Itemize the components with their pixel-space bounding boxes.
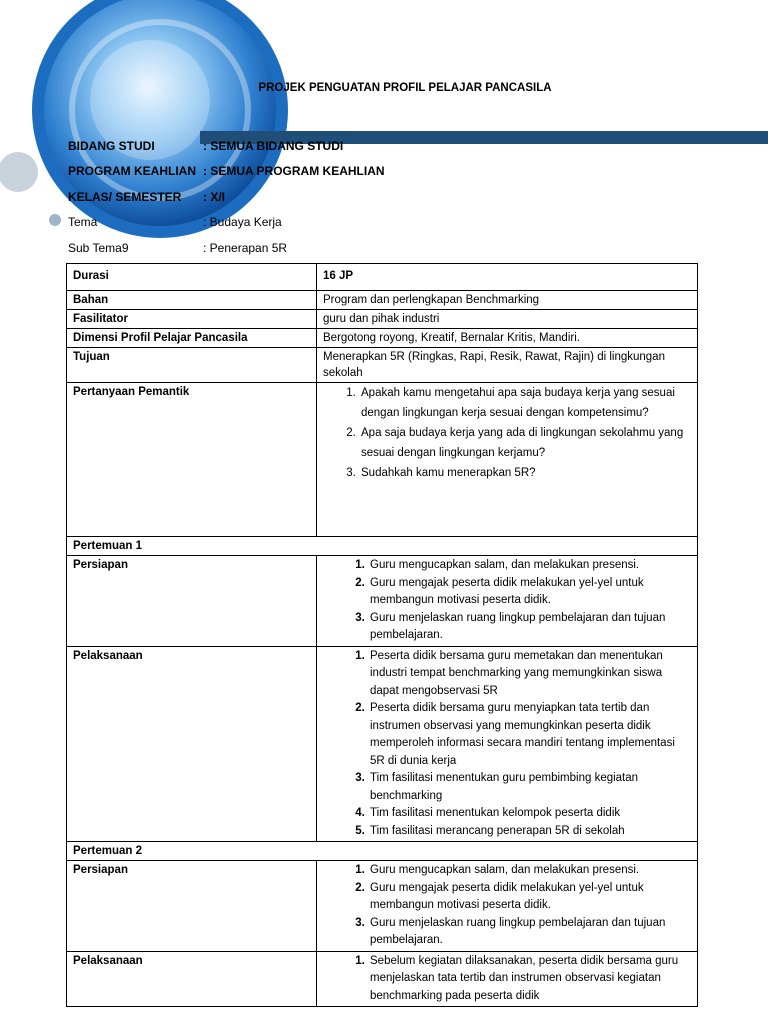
pelaksanaan-list bbox=[323, 953, 691, 1006]
persiapan-list bbox=[323, 862, 691, 950]
row-value: 16 JP bbox=[317, 264, 698, 291]
project-table bbox=[66, 263, 698, 1007]
meta-info bbox=[68, 133, 385, 261]
table-row-fasilitator bbox=[67, 310, 698, 329]
table-row-durasi bbox=[67, 264, 698, 291]
row-label: Pelaksanaan bbox=[67, 646, 317, 842]
row-value: guru dan pihak industri bbox=[317, 310, 698, 329]
list-item: 1. Apakah kamu mengetahui apa saja budaya kerja yang sesuai dengan lingkungan kerja sesuai dengan kompetensimu? bbox=[359, 383, 691, 423]
section-heading: Pertemuan 2 bbox=[67, 842, 698, 861]
table-row-persiapan-2 bbox=[67, 861, 698, 952]
list-item: 3. Tim fasilitasi menentukan guru pembimbing kegiatan benchmarking bbox=[368, 770, 691, 805]
row-value bbox=[317, 951, 698, 1007]
meta-label: Sub Tema9 bbox=[68, 240, 129, 255]
row-value: Bergotong royong, Kreatif, Bernalar Kritis, Mandiri. bbox=[317, 329, 698, 348]
persiapan-list bbox=[323, 557, 691, 645]
meta-label: Tema bbox=[68, 215, 98, 230]
table-row-pelaksanaan-1 bbox=[67, 646, 698, 842]
meta-label: PROGRAM KEAHLIAN bbox=[68, 164, 196, 179]
row-value bbox=[317, 646, 698, 842]
row-value bbox=[317, 383, 698, 537]
meta-value: : X/I bbox=[203, 189, 226, 204]
table-row-pertemuan-1 bbox=[67, 537, 698, 556]
list-item: 1. Sebelum kegiatan dilaksanakan, peserta didik bersama guru menjelaskan tata tertib dan instrumen observasi kegiatan benchmarking pada peserta didik bbox=[368, 953, 691, 1006]
list-item: 4. Tim fasilitasi menentukan kelompok peserta didik bbox=[368, 805, 691, 823]
table-row-bahan bbox=[67, 291, 698, 310]
row-label: Pertanyaan Pemantik bbox=[67, 383, 317, 537]
meta-label: KELAS/ SEMESTER bbox=[68, 189, 182, 204]
meta-row-tema bbox=[68, 210, 385, 236]
list-item: 1. Guru mengucapkan salam, dan melakukan presensi. bbox=[368, 862, 691, 880]
page-title: PROJEK PENGUATAN PROFIL PELAJAR PANCASILA bbox=[258, 82, 552, 94]
table-row-pertemuan-2 bbox=[67, 842, 698, 861]
row-label: Tujuan bbox=[67, 348, 317, 383]
row-value: Program dan perlengkapan Benchmarking bbox=[317, 291, 698, 310]
list-item: 3. Guru menjelaskan ruang lingkup pembelajaran dan tujuan pembelajaran. bbox=[368, 915, 691, 950]
table-row-pelaksanaan-2 bbox=[67, 951, 698, 1007]
meta-label: BIDANG STUDI bbox=[68, 138, 155, 153]
table-row-tujuan bbox=[67, 348, 698, 383]
section-heading: Pertemuan 1 bbox=[67, 537, 698, 556]
row-label: Bahan bbox=[67, 291, 317, 310]
meta-row-sub-tema bbox=[68, 235, 385, 261]
list-item: 5. Tim fasilitasi merancang penerapan 5R di sekolah bbox=[368, 823, 691, 841]
meta-value: : Budaya Kerja bbox=[203, 215, 282, 230]
row-label: Pelaksanaan bbox=[67, 951, 317, 1007]
table-row-persiapan-1 bbox=[67, 556, 698, 647]
list-item: 1. Guru mengucapkan salam, dan melakukan presensi. bbox=[368, 557, 691, 575]
list-item: 2. Guru mengajak peserta didik melakukan yel-yel untuk membangun motivasi peserta didik. bbox=[368, 575, 691, 610]
row-value bbox=[317, 556, 698, 647]
row-value bbox=[317, 861, 698, 952]
meta-row-kelas-semester bbox=[68, 184, 385, 210]
meta-value: : Penerapan 5R bbox=[203, 240, 288, 255]
table-row-pertanyaan-pemantik bbox=[67, 383, 698, 537]
list-item: 3. Guru menjelaskan ruang lingkup pembelajaran dan tujuan pembelajaran. bbox=[368, 610, 691, 645]
pelaksanaan-list bbox=[323, 648, 691, 841]
meta-value: : SEMUA PROGRAM KEAHLIAN bbox=[203, 164, 385, 179]
row-value: Menerapkan 5R (Ringkas, Rapi, Resik, Rawat, Rajin) di lingkungan sekolah bbox=[317, 348, 698, 383]
row-label: Persiapan bbox=[67, 861, 317, 952]
list-item: 3. Sudahkah kamu menerapkan 5R? bbox=[359, 463, 691, 483]
list-item: 2. Guru mengajak peserta didik melakukan yel-yel untuk membangun motivasi peserta didik. bbox=[368, 880, 691, 915]
row-label: Persiapan bbox=[67, 556, 317, 647]
meta-row-bidang-studi bbox=[68, 133, 385, 159]
meta-row-program-keahlian bbox=[68, 159, 385, 185]
list-item: 2. Peserta didik bersama guru menyiapkan tata tertib dan instrumen observasi yang memungkinkan peserta didik memperoleh informasi secara mandiri tentang implementasi 5R di dunia kerja bbox=[368, 700, 691, 770]
row-label: Durasi bbox=[67, 264, 317, 291]
list-item: 2. Apa saja budaya kerja yang ada di lingkungan sekolahmu yang sesuai dengan lingkungan kerjamu? bbox=[359, 423, 691, 463]
row-label: Fasilitator bbox=[67, 310, 317, 329]
list-item: 1. Peserta didik bersama guru memetakan dan menentukan industri tempat benchmarking yang memungkinkan siswa dapat mengobservasi 5R bbox=[368, 648, 691, 701]
meta-value: : SEMUA BIDANG STUDI bbox=[203, 138, 344, 153]
pemantik-list bbox=[323, 383, 691, 483]
row-label: Dimensi Profil Pelajar Pancasila bbox=[67, 329, 317, 348]
table-row-dimensi bbox=[67, 329, 698, 348]
